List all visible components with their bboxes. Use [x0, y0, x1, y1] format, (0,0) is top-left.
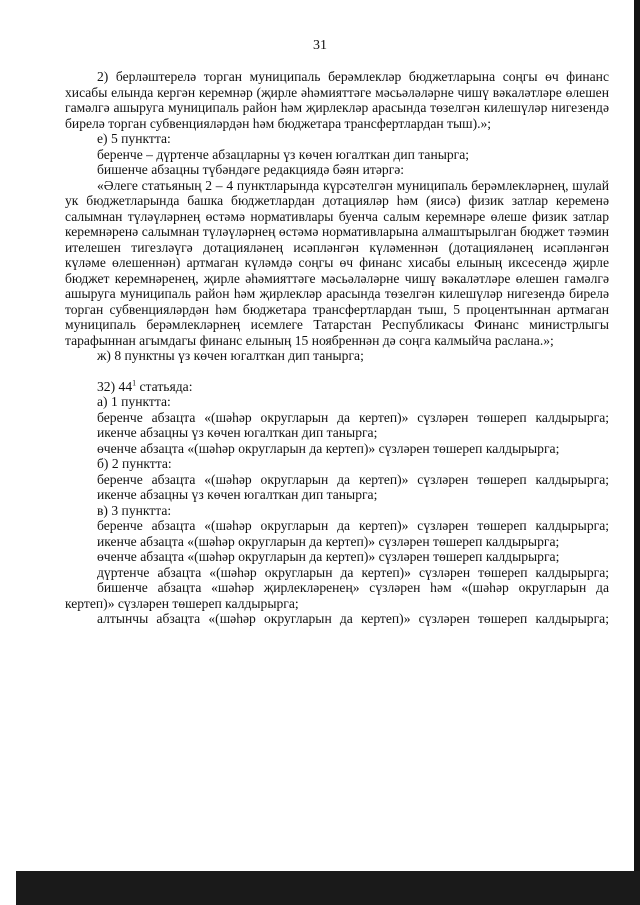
item-32-superscript: 1: [132, 377, 137, 387]
paragraph-subitem-a: а) 1 пунктта:: [97, 394, 171, 409]
item-32-label: 32) 44: [97, 378, 133, 394]
paragraph-v-sixth: алтынчы абзацта «(шәһәр округларын да кертеп)» сүзләрен төшереп калдырырга;: [97, 611, 609, 626]
paragraph-subitem-e: е) 5 пунктта:: [97, 131, 171, 146]
scan-edge-right: [634, 0, 640, 905]
paragraph-v-fourth: дүртенче абзацта «(шәһәр округларын да кертеп)» сүзләрен төшереп калдырырга;: [97, 564, 609, 580]
paragraph-subitem-b: б) 2 пунктта:: [97, 456, 172, 471]
paragraph-item-2: 2) берләштерелә торган муниципаль берәмлекләр бюджетларына соңгы өч финанс хисабы елында кергән керемнәр (җирле әһәмияттәге мәсьәләләрне чишү вәкаләтләре өлешен гамәлгә ашыруга муниципаль район һәм җирлекләр арасында төзелгән килешүләр нигезендә бирелә торган субвенцияләрдән һәм бюджетара трансфертлардан тыш).»;: [65, 69, 609, 131]
paragraph-v-fifth: бишенче абзацта «шәһәр җирлекләренең» сүзләрен һәм «(шәһәр округларын да кертеп)» сүзләрен төшереп калдырырга;: [65, 580, 609, 611]
paragraph-a-first: беренче абзацта «(шәһәр округларын да кертеп)» сүзләрен төшереп калдырырга;: [97, 409, 609, 425]
paragraph-first-fourth-abzac: беренче – дүртенче абзацларны үз көчен югалткан дип танырга;: [97, 146, 470, 162]
item-32-rest: статьяда:: [136, 378, 193, 394]
paragraph-item-32: [65, 379, 609, 395]
paragraph-b-second: икенче абзацны үз көчен югалткан дип танырга;: [97, 487, 378, 502]
paragraph-v-second: икенче абзацта «(шәһәр округларын да кертеп)» сүзләрен төшереп калдырырга;: [97, 533, 560, 549]
paragraph-subitem-v: в) 3 пунктта:: [97, 502, 172, 518]
paragraph-v-third: өченче абзацта «(шәһәр округларын да кертеп)» сүзләрен төшереп калдырырга;: [97, 549, 560, 564]
paragraph-b-first: беренче абзацта «(шәһәр округларын да кертеп)» сүзләрен төшереп калдырырга;: [97, 471, 609, 487]
scan-edge-bottom: [16, 871, 640, 905]
document-body: [65, 69, 609, 627]
paragraph-new-wording: «Әлеге статьяның 2 – 4 пунктларында күрсәтелгән муниципаль берәмлекләрнең, шулай ук бюджетларында башка бюджетлардан дотацияләр һәм (яисә) физик затлар кеременә салымнан түләүләрнең өстәмә нормативлары буенча салым керемнәре өлеше физик затлар керемнәренә салымнан түләүләрнең өстәмә нормативларына алмаштырылган бюджет тәэмин ителешен тигезләүгә дотацияләнең исәпләнгән күләменнән (дотацияләнең исәпләнгән күләме өлешеннән) артмаган күләмдә соңгы өч финанс хисабы елының иксесендә җирле бюджет керемнәренең, җирле әһәмияттәге мәсьәләләрне чишү вәкаләтләре өлешен гамәлгә ашыруга муниципаль район һәм җирлекләр арасында төзелгән килешүләр нигезендә бирелә торган субвенцияләрдән һәм бюджетара трансфертлардан тыш, 5 процентыннан артмаган муниципаль берәмлекләрнең исемлеге Татарстан Республикасы Финанс министрлыгы тарафыннан агымдагы финанс елының 15 ноябреннән дә соңга калмыйча раслана.»;: [65, 177, 609, 348]
paragraph-v-first: беренче абзацта «(шәһәр округларын да кертеп)» сүзләрен төшереп калдырырга;: [97, 518, 609, 533]
page-number: 31: [313, 38, 327, 53]
paragraph-a-third: өченче абзацта «(шәһәр округларын да кертеп)» сүзләрен төшереп калдырырга;: [97, 440, 560, 456]
paragraph-subitem-zh: ж) 8 пунктны үз көчен югалткан дип танырга;: [97, 348, 364, 363]
paragraph-fifth-abzac: бишенче абзацны түбәндәге редакциядә бәян итәргә:: [97, 162, 405, 177]
paragraph-a-second: икенче абзацны үз көчен югалткан дип танырга;: [97, 425, 378, 440]
